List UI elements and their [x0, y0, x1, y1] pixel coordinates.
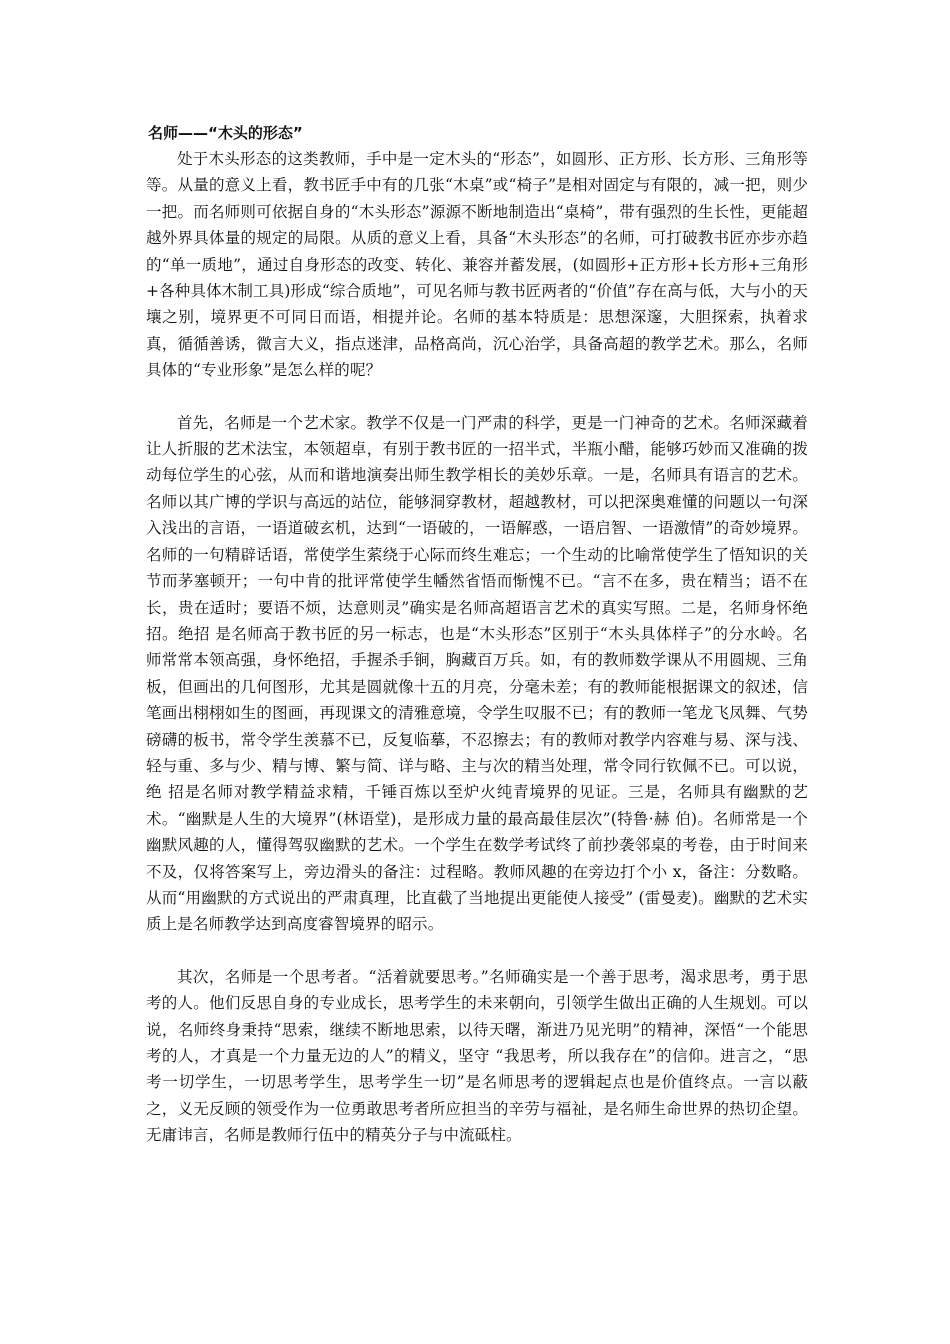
- paragraph-thinker: 其次，名师是一个思考者。“活着就要思考。”名师确实是一个善于思考，渴求思考，勇于思考的人。他们反思自身的专业成长，思考学生的未来朝向，引领学生做出正确的人生规划。可以说，名师终身秉持“思索，继续不断地思索，以待天曙，渐进乃见光明”的精神，深悟“一个能思考的人，才真是一个力量无边的人”的精义，坚守 “我思考，所以我存在”的信仰。进言之，“思考一切学生，一切思考学生，思考学生一切”是名师思考的逻辑起点也是价值终点。一言以蔽之，义无反顾的领受作为一位勇敢思考者所应担当的辛劳与福祉，是名师生命世界的热切企望。无庸讳言，名师是教师行伍中的精英分子与中流砥柱。: [146, 967, 808, 1145]
- paragraph-artist: 首先，名师是一个艺术家。教学不仅是一门严肃的科学，更是一门神奇的艺术。名师深藏着让人折服的艺术法宝，本领超卓，有别于教书匠的一招半式，半瓶小醋，能够巧妙而又准确的拨动每位学生的心弦，从而和谐地演奏出师生教学相长的美妙乐章。一是，名师具有语言的艺术。名师以其广博的学识与高远的站位，能够洞穿教材，超越教材，可以把深奥难懂的问题以一句深入浅出的言语，一语道破玄机，达到“一语破的，一语解惑，一语启智、一语激情”的奇妙境界。名师的一句精辟话语，常使学生萦绕于心际而终生难忘；一个生动的比喻常使学生了悟知识的关节而茅塞顿开；一句中肯的批评常使学生幡然省悟而惭愧不已。“言不在多，贵在精当；语不在长，贵在适时；要语不烦，达意则灵”确实是名师高超语言艺术的真实写照。二是，名师身怀绝招。绝招 是名师高于教书匠的另一标志，也是“木头形态”区别于“木头具体样子”的分水岭。名师常常本领高强，身怀绝招，手握杀手锏，胸藏百万兵。如，有的教师数学课从不用圆规、三角板，但画出的几何图形，尤其是圆就像十五的月亮，分毫未差；有的教师能根据课文的叙述，信笔画出栩栩如生的图画，再现课文的清雅意境，令学生叹服不已；有的教师一笔龙飞凤舞、气势磅礴的板书，常令学生羡慕不已，反复临摹，不忍擦去；有的教师对教学内容难与易、深与浅、轻与重、多与少、精与博、繁与简、详与略、主与次的精当处理，常令同行钦佩不已。可以说，绝 招是名师对教学精益求精，千锤百炼以至炉火纯青境界的见证。三是，名师具有幽默的艺术。“幽默是人生的大境界”(林语堂)，是形成力量的最高最佳层次”(特鲁·赫 伯)。名师常是一个幽默风趣的人，懂得驾驭幽默的艺术。一个学生在数学考试终了前抄袭邻桌的考卷，由于时间来不及，仅将答案写上，旁边滑头的备注：过程略。教师风趣的在旁边打个小 x，备注：分数略。从而“用幽默的方式说出的严肃真理，比直截了当地提出更能使人接受” (雷曼麦)。幽默的艺术实质上是名师教学达到高度睿智境界的昭示。: [146, 413, 808, 934]
- paragraph-gap: [146, 384, 808, 410]
- paragraph-gap: [146, 938, 808, 964]
- paragraph-intro: 处于木头形态的这类教师，手中是一定木头的“形态”，如圆形、正方形、长方形、三角形等等。从量的意义上看，教书匠手中有的几张“木桌”或“椅子”是相对固定与有限的，减一把，则少一把。而名师则可依据自身的“木头形态”源源不断地制造出“桌椅”，带有强烈的生长性，更能超越外界具体量的规定的局限。从质的意义上看，具备“木头形态”的名师，可打破教书匠亦步亦趋的“单一质地”，通过自身形态的改变、转化、兼容并蓄发展，(如圆形+正方形+长方形+三角形+各种具体木制工具)形成“综合质地”，可见名师与教书匠两者的“价值”存在高与低，大与小的天壤之别，境界更不可同日而语，相提并论。名师的基本特质是：思想深邃，大胆探索，执着求真，循循善诱，微言大义，指点迷津，品格高尚，沉心治学，具备高超的教学艺术。那么，名师具体的“专业形象”是怎么样的呢？: [146, 150, 808, 380]
- document-page: [146, 120, 808, 1149]
- section-title: 名师——“木头的形态”: [148, 124, 303, 142]
